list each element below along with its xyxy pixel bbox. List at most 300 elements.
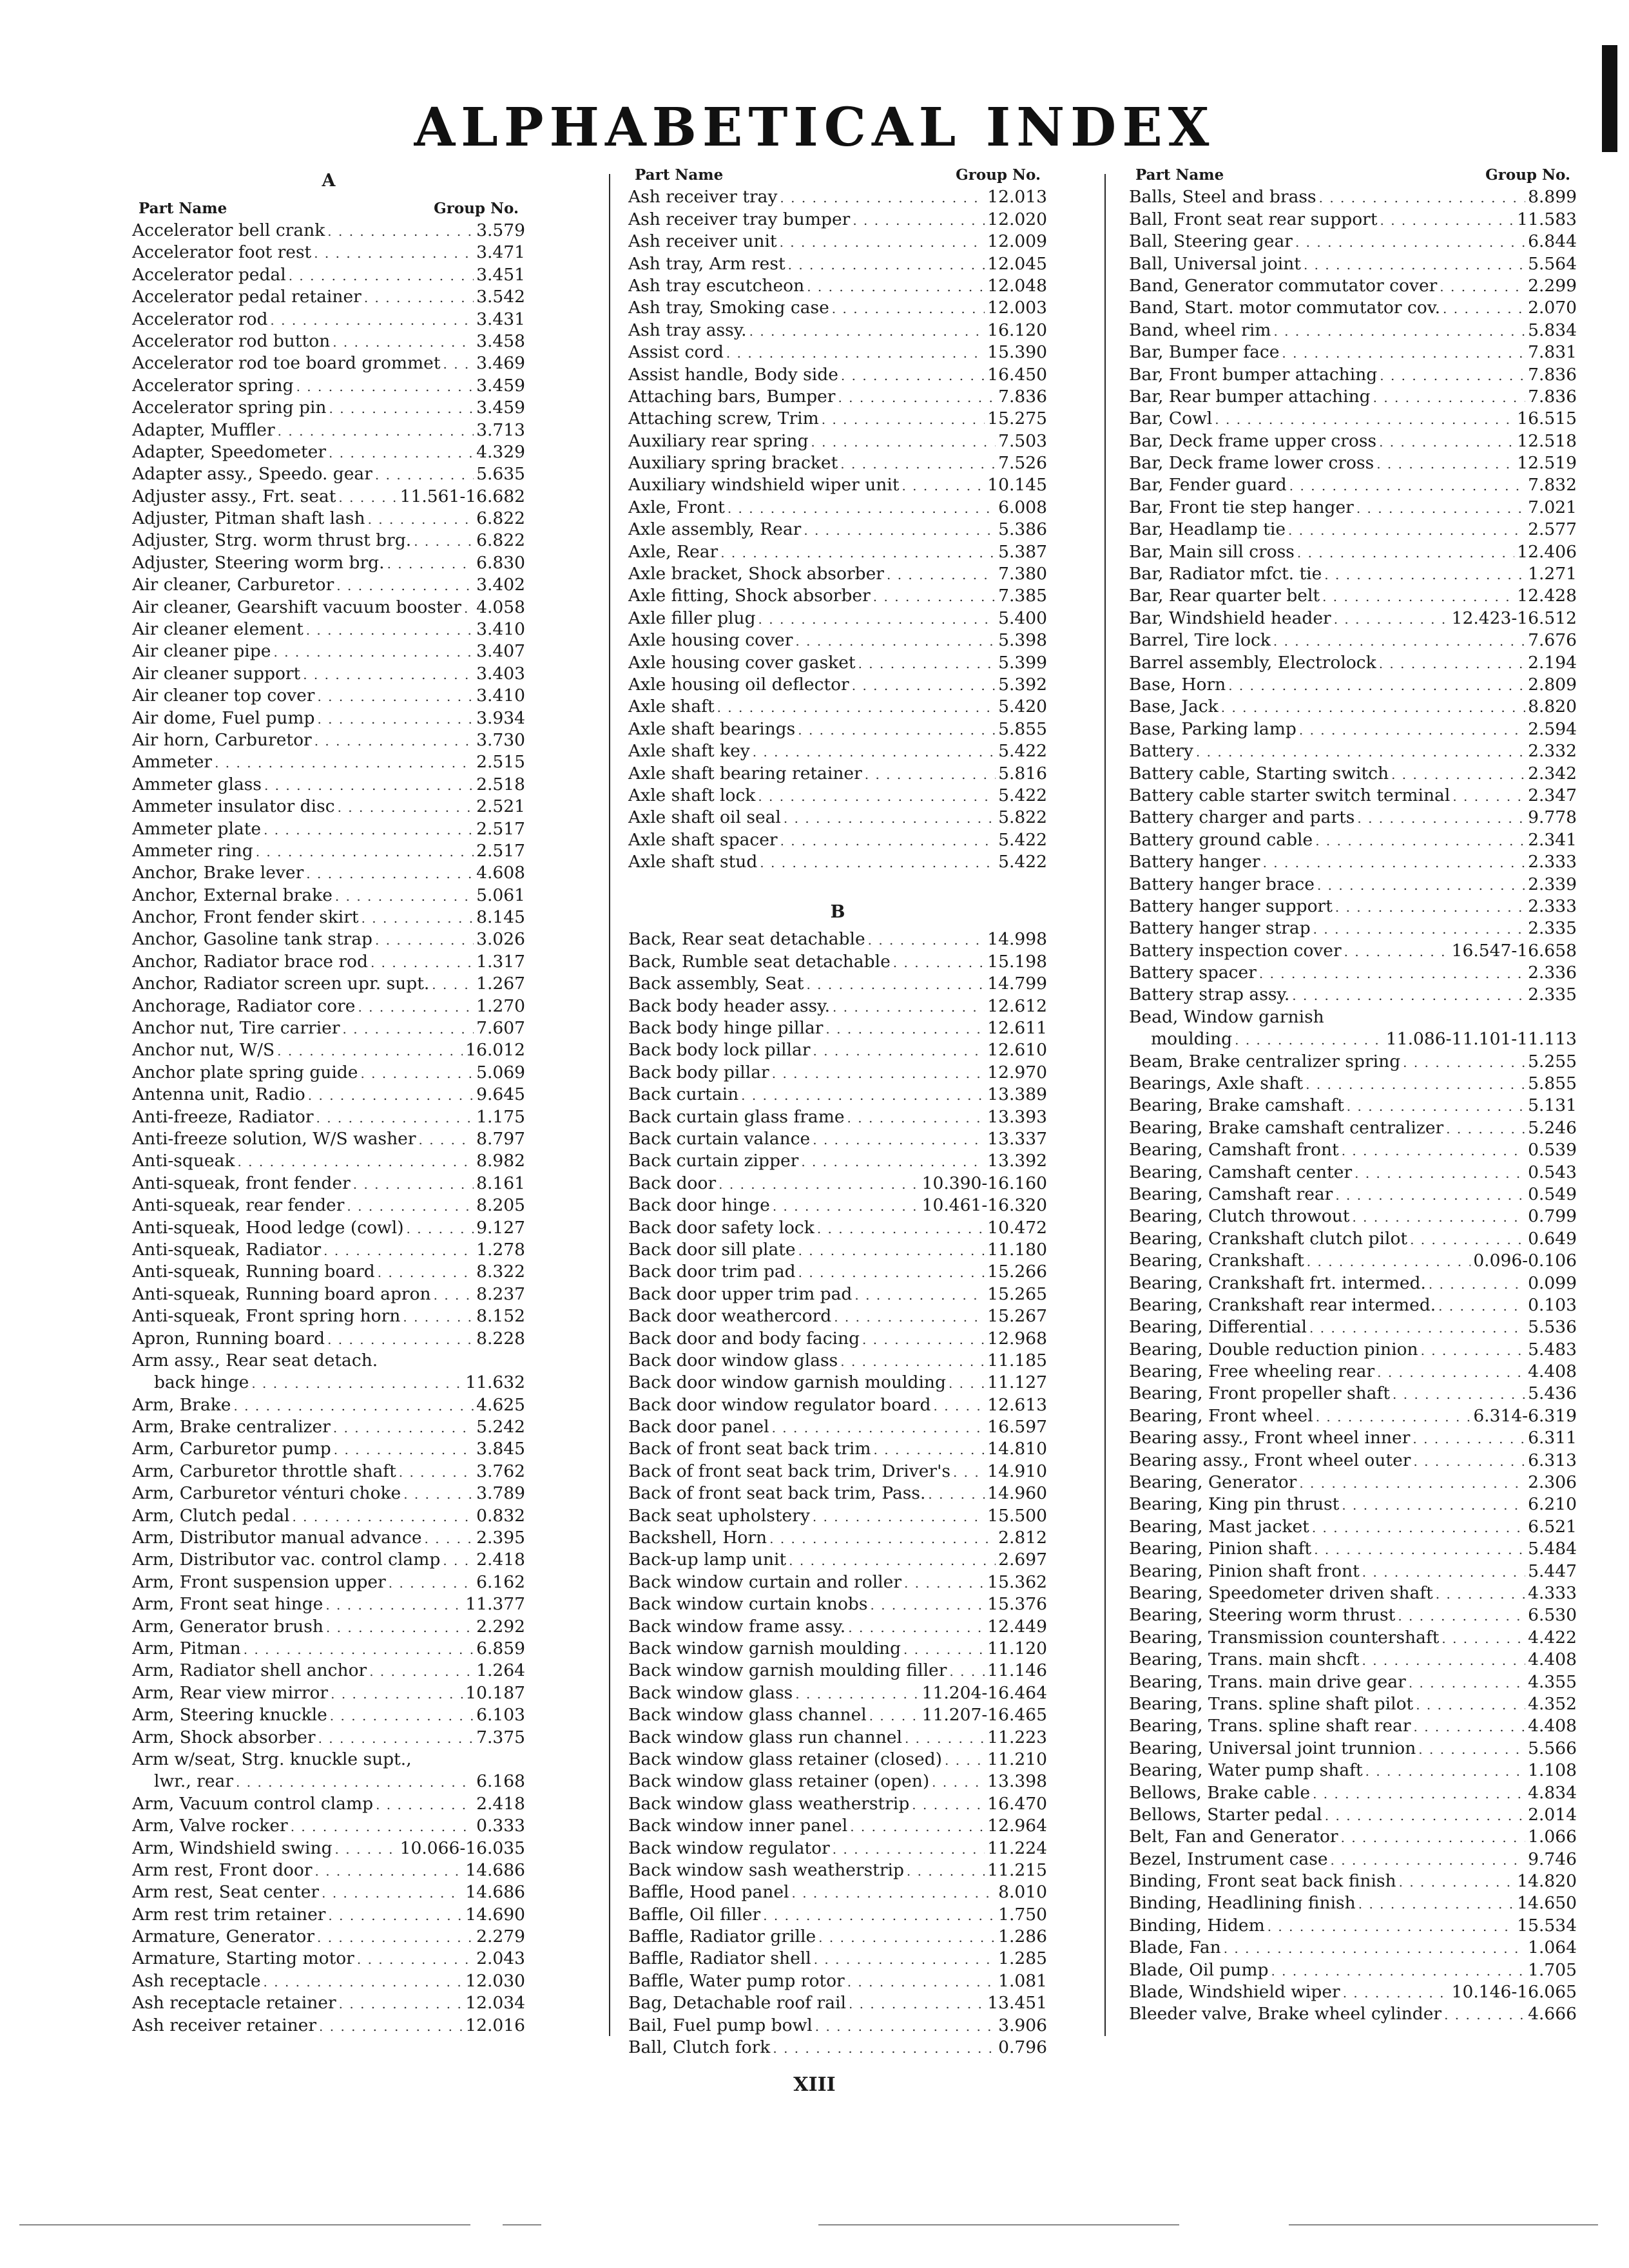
index-entry [1129, 275, 1577, 297]
column-header [1129, 164, 1577, 186]
dot-leader [1358, 1893, 1515, 1915]
part-name: Armature, Starting motor [132, 1948, 354, 1969]
index-entry [628, 1328, 1047, 1350]
index-entry [628, 1217, 1047, 1239]
group-number: 12.003 [987, 298, 1047, 318]
part-name: Ball, Steering gear [1129, 231, 1293, 252]
dot-leader [233, 1395, 474, 1417]
part-name: Bar, Radiator mfct. tie [1129, 564, 1322, 584]
dot-leader [773, 1195, 920, 1217]
part-name: Battery cable, Starting switch [1129, 763, 1389, 783]
dot-leader [278, 420, 474, 442]
dot-leader [264, 1971, 463, 1993]
dot-leader [807, 276, 985, 298]
group-number: 2.347 [1528, 785, 1577, 805]
dot-leader [869, 1705, 920, 1727]
dot-leader [1412, 1428, 1525, 1450]
dot-leader [858, 653, 996, 675]
index-entry [628, 951, 1047, 973]
group-number: 0.799 [1528, 1206, 1577, 1227]
group-number: 8.228 [476, 1328, 525, 1349]
dot-leader [1312, 1517, 1525, 1539]
dot-leader [215, 752, 474, 774]
part-name: Ash receiver unit [628, 231, 777, 252]
dot-leader [907, 1860, 985, 1882]
dot-leader [464, 597, 474, 619]
index-entry [628, 1106, 1047, 1128]
part-name: Accelerator rod [132, 309, 268, 329]
part-name: Bearing, Speedometer driven shaft [1129, 1583, 1433, 1603]
dot-leader [314, 242, 474, 264]
dot-leader [336, 575, 474, 597]
dot-leader [720, 542, 996, 564]
part-name: Arm, Steering knuckle [132, 1705, 327, 1725]
part-name: Arm, Carburetor throttle shaft [132, 1461, 396, 1481]
group-number: 8.010 [998, 1882, 1047, 1903]
group-number: 4.408 [1528, 1649, 1577, 1670]
group-number: 2.014 [1528, 1804, 1577, 1825]
group-number: 16.120 [987, 320, 1047, 340]
dot-leader [840, 1350, 985, 1372]
index-entry [628, 629, 1047, 651]
part-name: Arm assy., Rear seat detach. [132, 1350, 378, 1370]
dot-leader [327, 220, 474, 242]
dot-leader [1317, 874, 1525, 896]
part-name: Bellows, Brake cable [1129, 1782, 1311, 1803]
index-entry [132, 574, 525, 596]
index-entry [1129, 1604, 1577, 1626]
index-entry [1129, 652, 1577, 674]
dot-leader [1410, 1229, 1525, 1251]
dot-leader [838, 387, 996, 408]
dot-leader [315, 1860, 463, 1882]
part-name: Binding, Front seat back finish [1129, 1871, 1396, 1892]
group-number: 8.237 [476, 1283, 525, 1304]
group-number: 1.064 [1528, 1937, 1577, 1958]
dot-leader [868, 929, 985, 951]
column-divider [1104, 174, 1106, 2036]
index-entry [1129, 674, 1577, 696]
dot-leader [1393, 1383, 1525, 1405]
part-name: Baffle, Radiator shell [628, 1948, 811, 1969]
dot-leader [322, 1882, 463, 1904]
group-number: 4.666 [1528, 2004, 1577, 2024]
dot-leader [833, 1838, 985, 1860]
dot-leader [1391, 764, 1525, 785]
part-name: Battery [1129, 741, 1193, 762]
part-name: Arm, Brake centralizer [132, 1417, 331, 1437]
dot-leader [1313, 918, 1525, 940]
index-entry [1129, 718, 1577, 740]
part-name: Axle filler plug [628, 608, 756, 628]
index-entry [628, 341, 1047, 363]
dot-leader [901, 475, 985, 497]
index-entry [1129, 341, 1577, 363]
group-number: 7.385 [998, 586, 1047, 606]
dot-leader [1295, 231, 1525, 253]
part-name: Axle shaft bearing retainer [628, 763, 862, 783]
part-name: Bearing, Differential [1129, 1317, 1307, 1338]
group-number: 1.270 [476, 995, 525, 1016]
dot-leader [369, 1660, 474, 1682]
part-name: Bar, Deck frame upper cross [1129, 430, 1377, 451]
part-name: Barrel, Tire lock [1129, 630, 1271, 651]
dot-leader [399, 1461, 474, 1483]
group-number: 2.342 [1528, 763, 1577, 783]
index-entry [628, 585, 1047, 607]
dot-leader [264, 819, 474, 841]
index-entry [628, 1793, 1047, 1815]
index-entry [132, 463, 525, 485]
index-entry [1129, 1760, 1577, 1782]
index-entry [132, 1881, 525, 1903]
part-name: Anti-squeak, Hood ledge (cowl) [132, 1217, 404, 1238]
dot-leader [873, 586, 996, 608]
index-entry [628, 995, 1047, 1017]
group-number: 3.459 [476, 398, 525, 418]
index-entry [1129, 386, 1577, 408]
index-entry [628, 973, 1047, 995]
part-name: Back door window glass [628, 1350, 838, 1370]
index-entry [628, 1638, 1047, 1660]
part-name: Bearing, Crankshaft rear intermed. [1129, 1294, 1436, 1315]
header-group-no: Group No. [434, 199, 519, 217]
header-group-no: Group No. [956, 166, 1041, 184]
dot-leader [1335, 1184, 1525, 1206]
index-entry [628, 1860, 1047, 1881]
index-entry [1129, 1782, 1577, 1804]
index-entry [628, 1416, 1047, 1438]
index-entry [132, 640, 525, 662]
dot-leader [718, 1173, 919, 1195]
index-entry [1129, 1339, 1577, 1361]
index-entry [132, 729, 525, 751]
group-number: 1.264 [476, 1660, 525, 1681]
part-name: Axle, Front [628, 497, 725, 517]
column-header [132, 198, 525, 220]
part-name: Bearing, Front propeller shaft [1129, 1383, 1391, 1404]
part-name: Battery charger and parts [1129, 807, 1355, 828]
part-name: Battery hanger brace [1129, 874, 1315, 894]
part-name: Back window inner panel [628, 1816, 848, 1836]
part-name: Baffle, Oil filler [628, 1904, 761, 1925]
index-entry [132, 1549, 525, 1571]
index-entry [1129, 1294, 1577, 1316]
index-entry [132, 1527, 525, 1549]
dot-leader [319, 2015, 463, 2037]
dot-leader [375, 929, 474, 951]
part-name: Bearings, Axle shaft [1129, 1073, 1304, 1094]
group-number: 5.855 [998, 718, 1047, 739]
dot-leader [347, 1195, 474, 1217]
part-name: Back door panel [628, 1417, 769, 1437]
part-name: Back window glass run channel [628, 1727, 902, 1747]
part-name: Anchorage, Radiator core [132, 995, 356, 1016]
dot-leader [753, 741, 996, 763]
index-entry [1129, 408, 1577, 430]
index-entry [132, 1593, 525, 1615]
spacer [628, 874, 1047, 896]
dot-leader [308, 1084, 474, 1106]
dot-leader [934, 1395, 985, 1417]
dot-leader [1344, 941, 1449, 963]
part-name: Arm, Carburetor pump [132, 1439, 331, 1459]
dot-leader [1362, 1649, 1526, 1671]
dot-leader [317, 1927, 474, 1948]
dot-leader [1398, 1605, 1525, 1627]
index-entry-continued [132, 1749, 525, 1771]
group-number: 1.066 [1528, 1827, 1577, 1847]
index-entry [1129, 918, 1577, 939]
part-name: Bearing, Clutch throwout [1129, 1206, 1350, 1227]
group-number: 3.906 [998, 2015, 1047, 2035]
index-entry [132, 1084, 525, 1106]
group-number: 0.099 [1528, 1273, 1577, 1293]
index-entry [1129, 1494, 1577, 1515]
dot-leader [1376, 453, 1514, 475]
part-name: Bearing, Trans. spline shaft rear [1129, 1716, 1411, 1736]
group-number: 2.339 [1528, 874, 1577, 894]
group-number: 8.205 [476, 1195, 525, 1216]
index-entry [132, 552, 525, 574]
group-number: 5.483 [1528, 1339, 1577, 1360]
part-name: Band, Generator commutator cover [1129, 275, 1438, 296]
part-name: Back window curtain and roller [628, 1571, 902, 1592]
dot-leader [887, 564, 996, 586]
dot-leader [317, 686, 474, 707]
index-entry [132, 441, 525, 463]
index-entry [628, 1727, 1047, 1749]
group-number: 15.534 [1517, 1915, 1577, 1936]
dot-leader [335, 885, 474, 907]
index-entry [1129, 874, 1577, 896]
index-entry [132, 1483, 525, 1504]
part-name: Arm, Distributor vac. control clamp [132, 1550, 441, 1570]
dot-leader [389, 1572, 474, 1594]
index-entry [628, 541, 1047, 563]
index-entry [1129, 320, 1577, 341]
group-number: 6.103 [476, 1705, 525, 1725]
dot-leader [1373, 387, 1526, 408]
group-number: 6.521 [1528, 1516, 1577, 1537]
group-number: 6.822 [476, 530, 525, 551]
dot-leader [833, 996, 985, 1018]
part-name: Anti-squeak, front fender [132, 1173, 351, 1193]
part-name: Ash receiver tray [628, 187, 778, 207]
group-number: 7.836 [1528, 386, 1577, 407]
part-name: Back window sash weatherstrip [628, 1860, 904, 1880]
part-name: Band, wheel rim [1129, 320, 1271, 340]
index-entry [628, 1305, 1047, 1327]
group-number: 12.423-16.512 [1451, 608, 1577, 628]
part-name: Arm rest, Seat center [132, 1882, 320, 1903]
part-name: Battery hanger support [1129, 896, 1333, 916]
index-entry [628, 320, 1047, 341]
index-entry [132, 907, 525, 928]
footer-rule [1289, 2224, 1598, 2225]
index-entry [132, 1039, 525, 1061]
dot-leader [798, 719, 996, 741]
part-name: Axle shaft spacer [628, 829, 778, 850]
part-name: Bar, Fender guard [1129, 475, 1287, 495]
dot-leader [364, 287, 474, 309]
part-name: Back window glass channel [628, 1705, 867, 1725]
group-number: 4.608 [476, 863, 525, 883]
dot-leader [1309, 1317, 1525, 1339]
dot-leader [375, 464, 474, 486]
dot-leader [1342, 1140, 1525, 1162]
index-entry [1129, 474, 1577, 496]
dot-leader [1352, 1206, 1525, 1228]
dot-leader [314, 730, 474, 752]
index-entry [132, 1372, 525, 1394]
dot-leader [327, 1329, 474, 1350]
index-entry [1129, 940, 1577, 962]
index-entry [628, 1948, 1047, 1970]
group-number: 1.705 [1528, 1959, 1577, 1980]
index-entry [132, 286, 525, 308]
group-number: 11.204-16.464 [921, 1682, 1047, 1703]
dot-leader [953, 1461, 985, 1483]
dot-leader [813, 1129, 985, 1151]
part-name: Adjuster assy., Frt. seat [132, 486, 336, 506]
group-number: 13.393 [987, 1106, 1047, 1127]
dot-leader [1304, 254, 1525, 276]
dot-leader [905, 1727, 985, 1749]
part-name: Back door sill plate [628, 1239, 796, 1260]
dot-leader [343, 1018, 474, 1040]
index-entry [1129, 608, 1577, 629]
group-number: 7.021 [1528, 497, 1577, 517]
index-entry [628, 1239, 1047, 1261]
part-name: Arm, Brake [132, 1394, 231, 1415]
dot-leader [1380, 209, 1514, 231]
part-name: Anchor nut, W/S [132, 1040, 275, 1061]
dot-leader [801, 1151, 985, 1173]
part-name: Back curtain [628, 1084, 739, 1105]
index-entry [132, 1660, 525, 1682]
index-entry [628, 1195, 1047, 1216]
index-entry [1129, 519, 1577, 541]
part-name: Ammeter [132, 752, 213, 773]
part-name: Bearing, Crankshaft [1129, 1251, 1304, 1271]
index-entry-continued [132, 1350, 525, 1372]
dot-leader [850, 1816, 985, 1838]
part-name: Back body header assy. [628, 995, 831, 1016]
index-entry [1129, 563, 1577, 585]
part-name: Bar, Rear bumper attaching [1129, 386, 1371, 407]
group-number: 9.127 [476, 1217, 525, 1238]
part-name: Bearing, Brake camshaft centralizer [1129, 1117, 1444, 1138]
group-number: 5.855 [1528, 1073, 1577, 1094]
dot-leader [335, 1838, 398, 1860]
dot-leader [323, 1240, 474, 1262]
group-number: 1.750 [998, 1904, 1047, 1925]
part-name: Arm, Front suspension upper [132, 1571, 386, 1592]
dot-leader [811, 431, 996, 453]
part-name: Base, Parking lamp [1129, 718, 1296, 739]
dot-leader [780, 830, 996, 852]
part-name: Arm, Pitman [132, 1638, 241, 1658]
part-name: Back door trim pad [628, 1262, 796, 1282]
group-number: 7.503 [998, 430, 1047, 451]
group-number: 11.086-11.101-11.113 [1385, 1029, 1577, 1050]
index-entry [1129, 1516, 1577, 1538]
part-name: Bearing, Universal joint trunnion [1129, 1738, 1416, 1758]
group-number: 12.406 [1517, 541, 1577, 562]
group-number: 3.407 [476, 641, 525, 662]
index-entry [1129, 1095, 1577, 1117]
part-name: Anchor, Radiator screen upr. supt. [132, 974, 430, 994]
index-entry [132, 508, 525, 530]
index-entry [132, 1815, 525, 1837]
group-number: 1.286 [998, 1927, 1047, 1947]
dot-leader [1342, 1494, 1525, 1516]
dot-leader [874, 1439, 985, 1461]
index-entry [628, 1616, 1047, 1638]
part-name: Adapter, Muffler [132, 419, 275, 440]
dot-leader [1418, 1738, 1525, 1760]
dot-leader [1221, 697, 1525, 718]
index-entry [1129, 1870, 1577, 1892]
part-name: Back door and body facing [628, 1328, 860, 1349]
group-number: 11.632 [465, 1372, 525, 1393]
dot-leader [1314, 1539, 1525, 1561]
index-entry [628, 1970, 1047, 1992]
dot-leader [289, 265, 474, 287]
dot-leader [814, 1948, 996, 1970]
index-entry [628, 1372, 1047, 1394]
group-number: 2.515 [476, 752, 525, 773]
index-entry [1129, 1250, 1577, 1272]
index-entry [132, 1727, 525, 1749]
group-number: 5.398 [998, 630, 1047, 651]
group-number: 14.690 [465, 1904, 525, 1925]
dot-leader [928, 1483, 985, 1505]
dot-leader [1365, 1760, 1526, 1782]
part-name: Arm, Rear view mirror [132, 1682, 329, 1703]
part-name: Air cleaner top cover [132, 686, 315, 706]
group-number: 12.968 [987, 1328, 1047, 1349]
group-number: 5.635 [476, 464, 525, 485]
group-number: 7.380 [998, 564, 1047, 584]
group-number: 11.180 [987, 1239, 1047, 1260]
dot-leader [328, 1905, 463, 1927]
dot-leader [1235, 1029, 1383, 1051]
index-entry [132, 1616, 525, 1638]
index-entry [628, 1394, 1047, 1416]
dot-leader [273, 641, 474, 663]
part-name: back hinge [154, 1372, 249, 1393]
group-number: 10.390-16.160 [921, 1173, 1047, 1193]
index-entry [132, 1438, 525, 1460]
index-entry [132, 751, 525, 773]
dot-leader [1362, 1561, 1525, 1583]
group-number: 3.762 [476, 1461, 525, 1481]
dot-leader [1443, 298, 1525, 320]
group-number: 0.796 [998, 2037, 1047, 2058]
index-entry [628, 763, 1047, 785]
index-column-2 [628, 164, 1047, 2123]
index-entry [1129, 984, 1577, 1006]
index-entry [1129, 364, 1577, 386]
part-name: Bearing, Transmission countershaft [1129, 1627, 1440, 1648]
index-entry [132, 1261, 525, 1283]
group-number: 6.168 [476, 1771, 525, 1792]
dot-leader [780, 187, 985, 209]
index-entry [628, 785, 1047, 807]
group-number: 14.686 [465, 1860, 525, 1880]
